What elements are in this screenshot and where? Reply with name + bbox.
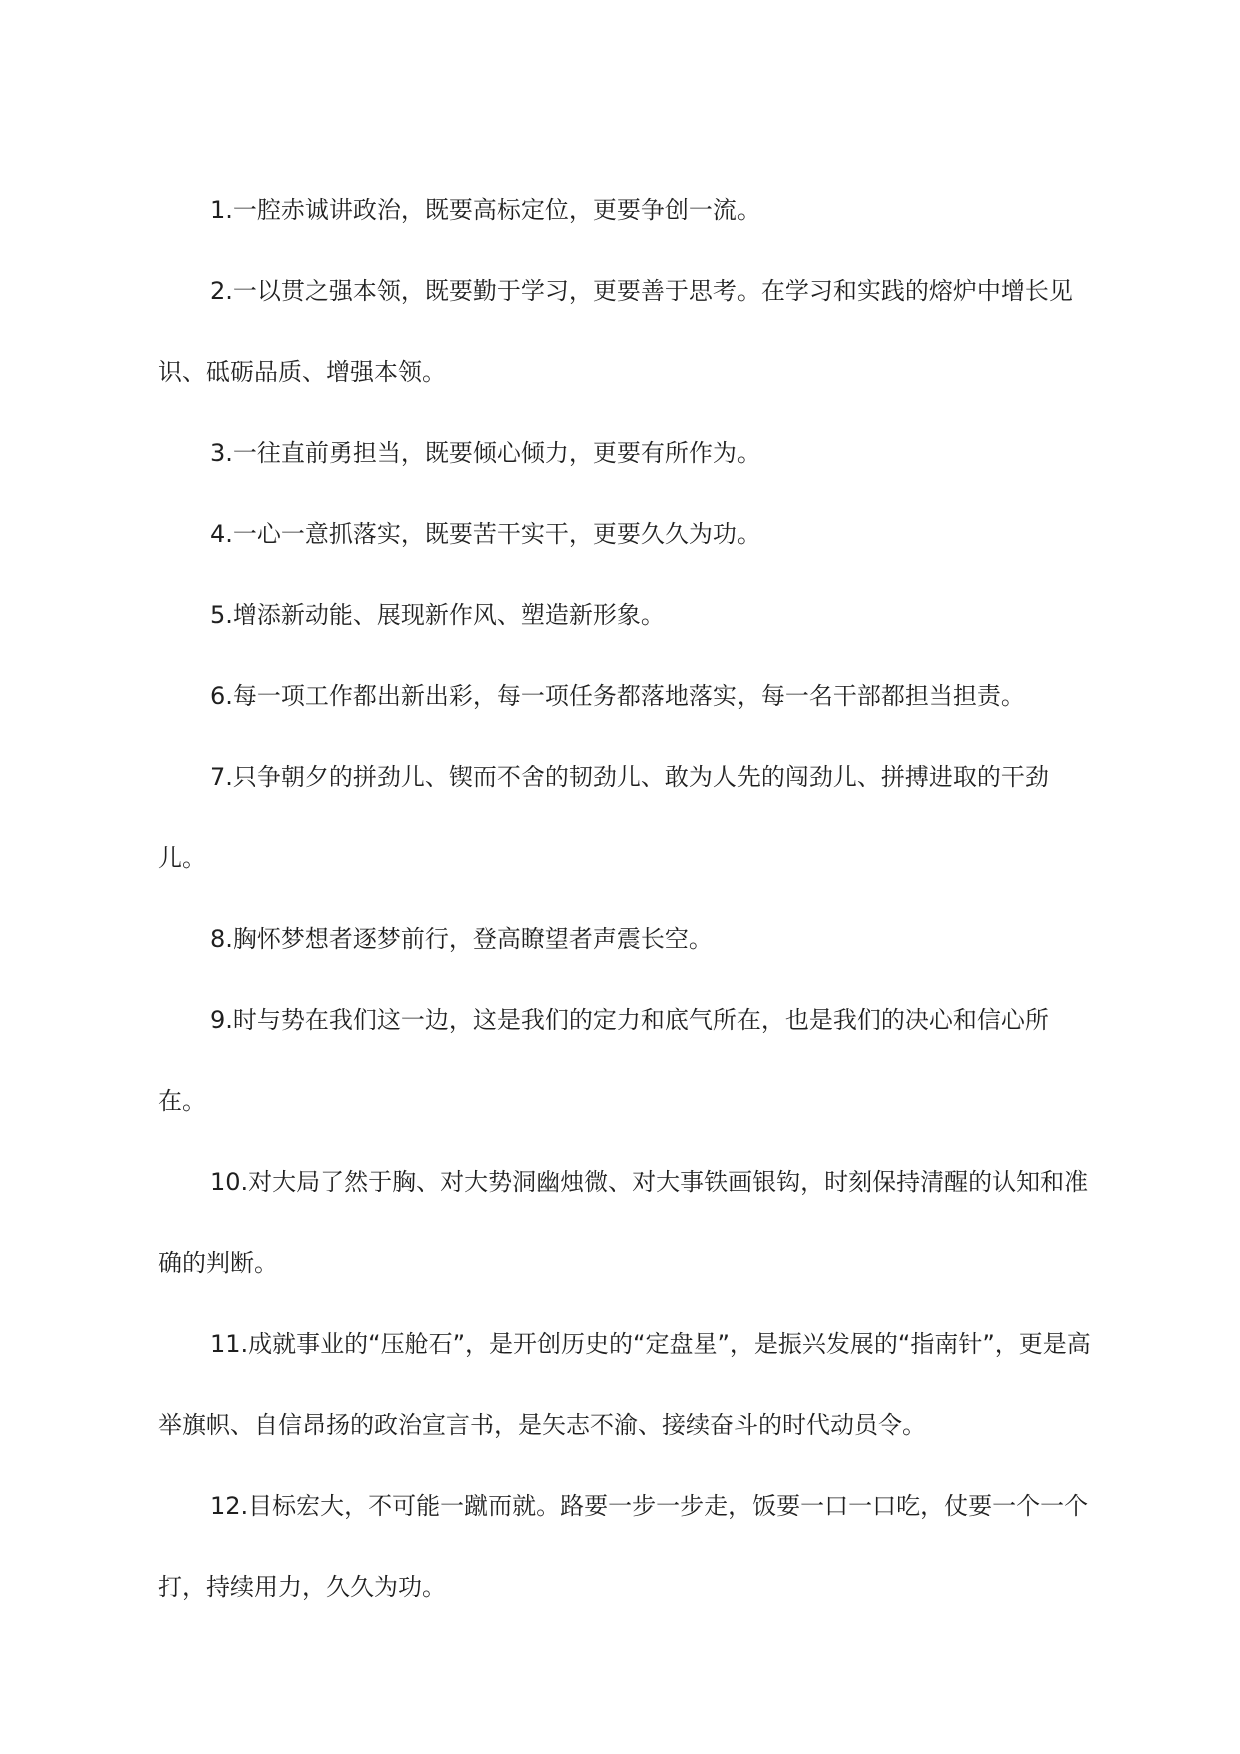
paragraph-12: 12.目标宏大，不可能一蹴而就。路要一步一步走，饭要一口一口吃，仗要一个一个打，持续用力，久久为功。 xyxy=(158,1492,1089,1601)
paragraph-7: 7.只争朝夕的拼劲儿、锲而不舍的韧劲儿、敢为人先的闯劲儿、拼搏进取的干劲儿。 xyxy=(158,763,1049,872)
paragraph-5: 5.增添新动能、展现新作风、塑造新形象。 xyxy=(210,601,665,629)
paragraph-8: 8.胸怀梦想者逐梦前行，登高瞭望者声震长空。 xyxy=(210,925,713,953)
paragraph-9: 9.时与势在我们这一边，这是我们的定力和底气所在，也是我们的决心和信心所在。 xyxy=(158,1006,1049,1115)
document-body xyxy=(158,170,1096,1628)
paragraph-6: 6.每一项工作都出新出彩，每一项任务都落地落实，每一名干部都担当担责。 xyxy=(210,682,1025,710)
paragraph-3: 3.一往直前勇担当，既要倾心倾力，更要有所作为。 xyxy=(210,439,761,467)
paragraph-10: 10.对大局了然于胸、对大势洞幽烛微、对大事铁画银钩，时刻保持清醒的认知和准确的判断。 xyxy=(158,1168,1089,1277)
paragraph-1: 1.一腔赤诚讲政治，既要高标定位，更要争创一流。 xyxy=(210,196,761,224)
paragraph-11: 11.成就事业的“压舱石”，是开创历史的“定盘星”，是振兴发展的“指南针”，更是高举旗帜、自信昂扬的政治宣言书，是矢志不渝、接续奋斗的时代动员令。 xyxy=(158,1330,1091,1439)
paragraph-4: 4.一心一意抓落实，既要苦干实干，更要久久为功。 xyxy=(210,520,761,548)
paragraph-2: 2.一以贯之强本领，既要勤于学习，更要善于思考。在学习和实践的熔炉中增长见识、砥砺品质、增强本领。 xyxy=(158,277,1073,386)
